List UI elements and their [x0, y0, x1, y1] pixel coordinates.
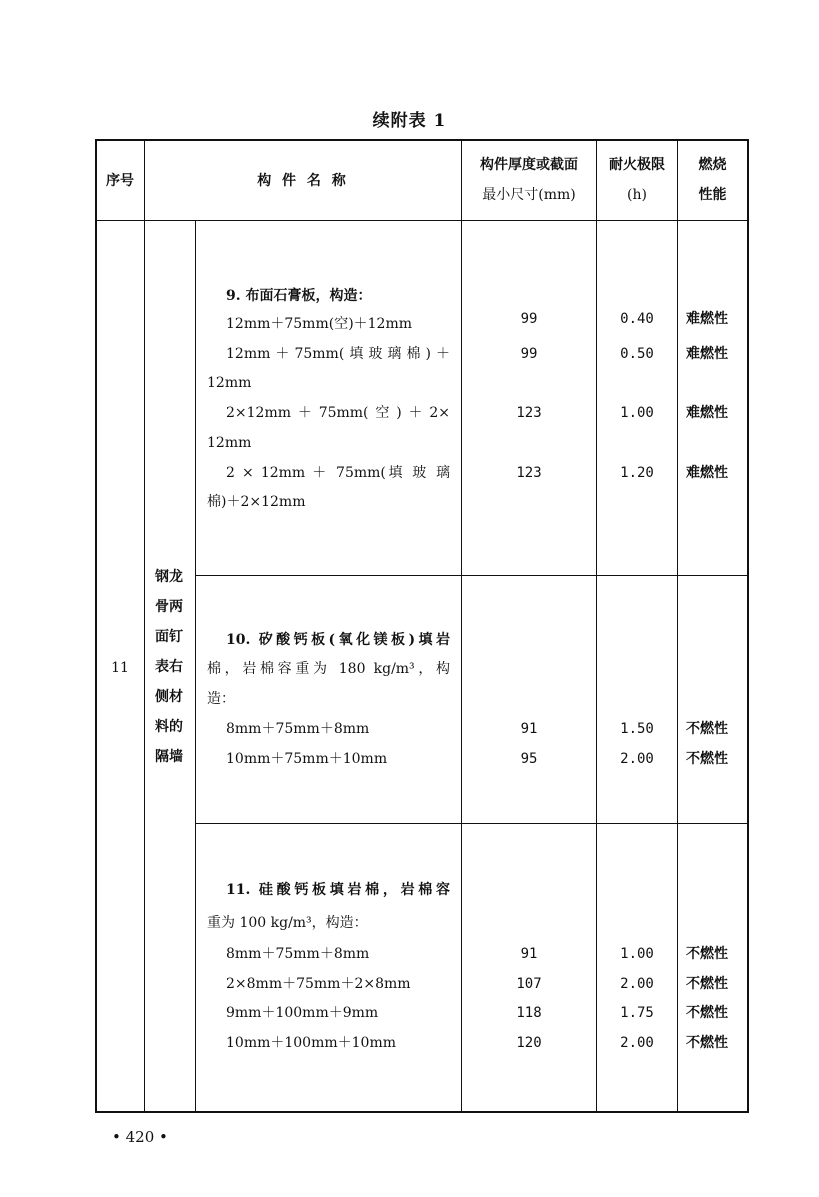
burn-value: 难燃性 — [686, 405, 728, 421]
thickness-value: 123 — [516, 465, 542, 481]
construction-line: 重为 100 kg/m³，构造： — [207, 915, 368, 931]
construction-line: 8mm＋75mm＋8mm — [226, 946, 370, 962]
thickness-value: 123 — [516, 405, 542, 421]
thickness-value: 91 — [520, 946, 538, 962]
header-fire-line2: (h) — [627, 187, 647, 203]
category-line: 隔墙 — [155, 749, 183, 765]
category-line: 钢龙 — [155, 569, 183, 585]
thickness-value: 99 — [520, 346, 538, 362]
section-heading: 9. 布面石膏板，构造： — [226, 288, 372, 304]
row-seq: 11 — [111, 660, 129, 676]
thickness-value: 99 — [520, 311, 538, 327]
category-line: 面钉 — [155, 629, 183, 645]
thickness-value: 118 — [516, 1005, 542, 1021]
thickness-value: 91 — [520, 721, 538, 737]
fire-value: 1.75 — [620, 1005, 654, 1021]
fire-value: 1.20 — [620, 465, 654, 481]
fire-value: 2.00 — [620, 751, 654, 767]
fire-value: 1.50 — [620, 721, 654, 737]
fire-value: 1.00 — [620, 405, 654, 421]
fire-value: 1.00 — [620, 946, 654, 962]
header-fire-line1: 耐火极限 — [609, 157, 665, 173]
fire-value: 0.40 — [620, 311, 654, 327]
burn-value: 不燃性 — [686, 1035, 728, 1051]
section-heading: 10. 矽酸钙板(氧化镁板)填岩 — [226, 632, 450, 648]
burn-value: 不燃性 — [686, 1005, 728, 1021]
category-line: 侧材 — [155, 689, 183, 705]
construction-line: 棉，岩棉容重为 180 kg/m³，构 — [207, 661, 450, 677]
header-thickness-line1: 构件厚度或截面 — [480, 157, 578, 173]
header-seq: 序号 — [106, 173, 134, 189]
construction-line: 10mm＋75mm＋10mm — [226, 751, 388, 767]
construction-line: 棉)＋2×12mm — [207, 494, 306, 510]
section-heading: 11. 硅酸钙板填岩棉，岩棉容 — [226, 882, 450, 898]
thickness-value: 120 — [516, 1035, 542, 1051]
construction-line: 2×12mm＋75mm(空)＋2× — [226, 405, 450, 421]
fire-value: 0.50 — [620, 346, 654, 362]
header-thickness-line2: 最小尺寸(mm) — [482, 187, 576, 203]
construction-line: 12mm — [207, 375, 252, 391]
construction-line: 12mm＋75mm(空)＋12mm — [226, 316, 413, 332]
burn-value: 不燃性 — [686, 976, 728, 992]
thickness-value: 95 — [520, 751, 538, 767]
construction-line: 8mm＋75mm＋8mm — [226, 721, 370, 737]
thickness-value: 107 — [516, 976, 542, 992]
category-line: 骨两 — [155, 599, 183, 615]
table-title: 续附表 1 — [372, 111, 447, 131]
header-name: 构 件 名 称 — [257, 173, 349, 189]
header-burn-line1: 燃烧 — [698, 157, 727, 173]
burn-value: 难燃性 — [686, 311, 728, 327]
fire-value: 2.00 — [620, 1035, 654, 1051]
header-burn-line2: 性能 — [698, 187, 727, 203]
fire-value: 2.00 — [620, 976, 654, 992]
category-line: 表右 — [155, 659, 183, 675]
burn-value: 不燃性 — [686, 751, 728, 767]
burn-value: 难燃性 — [686, 346, 728, 362]
burn-value: 不燃性 — [686, 946, 728, 962]
burn-value: 不燃性 — [686, 721, 728, 737]
page-number: • 420 • — [112, 1128, 168, 1146]
burn-value: 难燃性 — [686, 465, 728, 481]
construction-line: 造： — [207, 691, 235, 707]
construction-line: 2×8mm＋75mm＋2×8mm — [226, 976, 411, 992]
construction-line: 9mm＋100mm＋9mm — [226, 1005, 379, 1021]
construction-line: 12mm＋75mm(填玻璃棉)＋ — [226, 346, 450, 362]
construction-line: 10mm＋100mm＋10mm — [226, 1035, 397, 1051]
category-line: 料的 — [155, 719, 183, 735]
construction-line: 12mm — [207, 435, 252, 451]
construction-line: 2 × 12mm ＋ 75mm(填 玻 璃 — [226, 465, 450, 481]
